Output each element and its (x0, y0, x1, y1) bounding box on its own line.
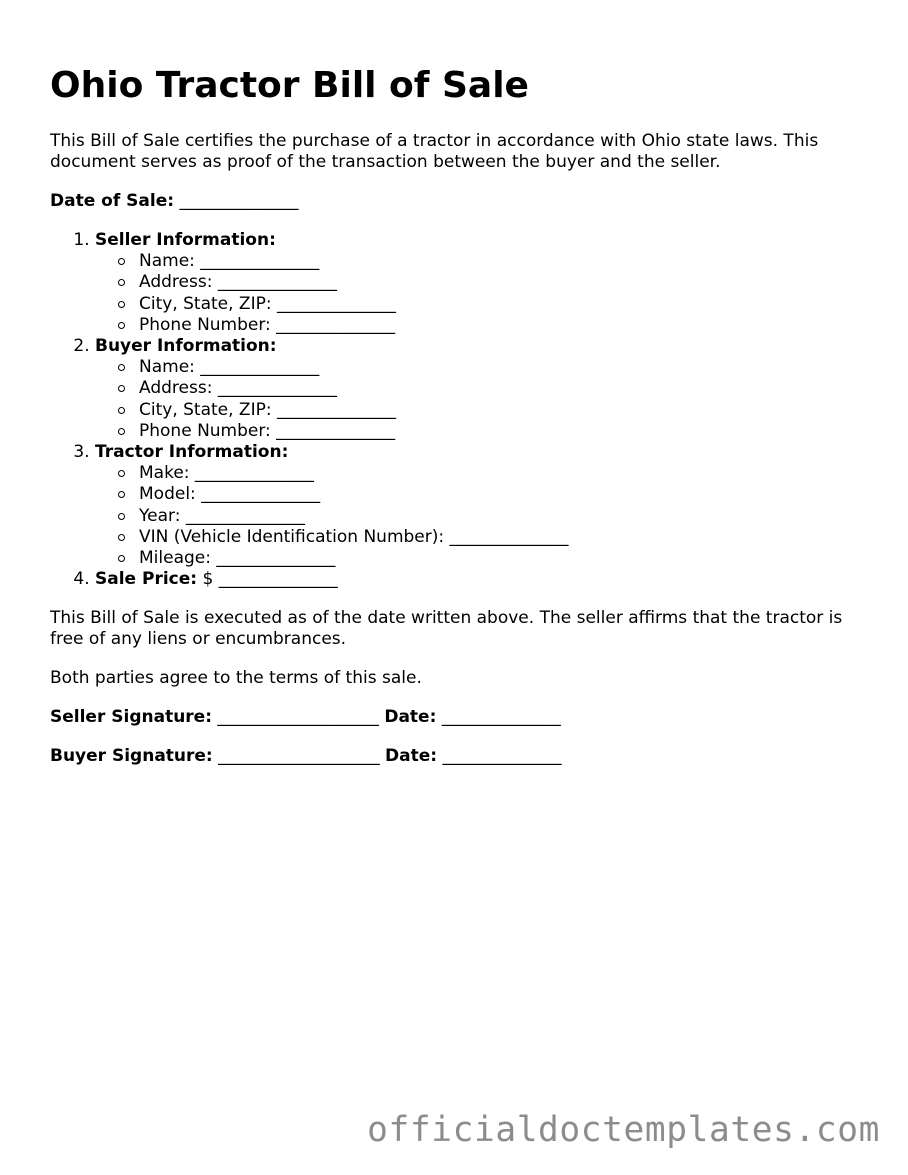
section-sale-price (95, 569, 870, 590)
section-heading: Buyer Information: (95, 336, 277, 357)
seller-fields-list (95, 251, 870, 336)
buyer-date-label: Date: (385, 746, 438, 767)
section-heading: Seller Information: (95, 230, 276, 250)
document-page (50, 0, 870, 767)
tractor-model-field: Model: ______________ (139, 484, 870, 505)
seller-signature-label: Seller Signature: (50, 707, 213, 728)
seller-address-field: Address: ______________ (139, 272, 870, 293)
seller-phone-field: Phone Number: ______________ (139, 315, 870, 336)
intro-paragraph: This Bill of Sale certifies the purchase of a tractor in accordance with Ohio state laws. This document serves as proof of the transaction between the buyer and the seller. (50, 131, 819, 172)
tractor-vin-field: VIN (Vehicle Identification Number): ______________ (139, 527, 870, 548)
buyer-city-state-zip-field: City, State, ZIP: ______________ (139, 400, 870, 421)
buyer-signature-line (50, 746, 870, 767)
section-tractor-information (95, 442, 870, 569)
buyer-name-field: Name: ______________ (139, 357, 870, 378)
watermark: officialdoctemplates.com (367, 1110, 880, 1150)
section-heading: Tractor Information: (95, 442, 289, 463)
buyer-address-field: Address: ______________ (139, 378, 870, 399)
section-seller-information (95, 230, 870, 336)
seller-name-field: Name: ______________ (139, 251, 870, 272)
buyer-date-blank: ______________ (442, 746, 562, 767)
page-title: Ohio Tractor Bill of Sale (50, 65, 529, 106)
seller-date-blank: ______________ (441, 707, 561, 728)
tractor-year-field: Year: ______________ (139, 506, 870, 527)
tractor-make-field: Make: ______________ (139, 463, 870, 484)
buyer-phone-field: Phone Number: ______________ (139, 421, 870, 442)
section-buyer-information (95, 336, 870, 442)
buyer-signature-label: Buyer Signature: (50, 746, 213, 767)
sections-list (50, 230, 870, 590)
agreement-paragraph: Both parties agree to the terms of this sale. (50, 668, 422, 689)
sale-price-blank: $ ______________ (202, 569, 338, 590)
closing-paragraph: This Bill of Sale is executed as of the date written above. The seller affirms that the tractor is free of any liens or encumbrances. (50, 608, 843, 650)
tractor-fields-list (95, 463, 870, 569)
tractor-mileage-field: Mileage: ______________ (139, 548, 870, 569)
seller-signature-line (50, 707, 870, 728)
seller-city-state-zip-field: City, State, ZIP: ______________ (139, 294, 870, 315)
section-heading: Sale Price: (95, 569, 198, 590)
date-of-sale-line (50, 191, 870, 212)
buyer-signature-blank: ___________________ (218, 746, 380, 767)
date-of-sale-blank: ______________ (179, 191, 299, 211)
seller-signature-blank: ___________________ (217, 707, 379, 728)
buyer-fields-list (95, 357, 870, 442)
date-of-sale-label: Date of Sale: (50, 191, 175, 211)
seller-date-label: Date: (384, 707, 437, 728)
